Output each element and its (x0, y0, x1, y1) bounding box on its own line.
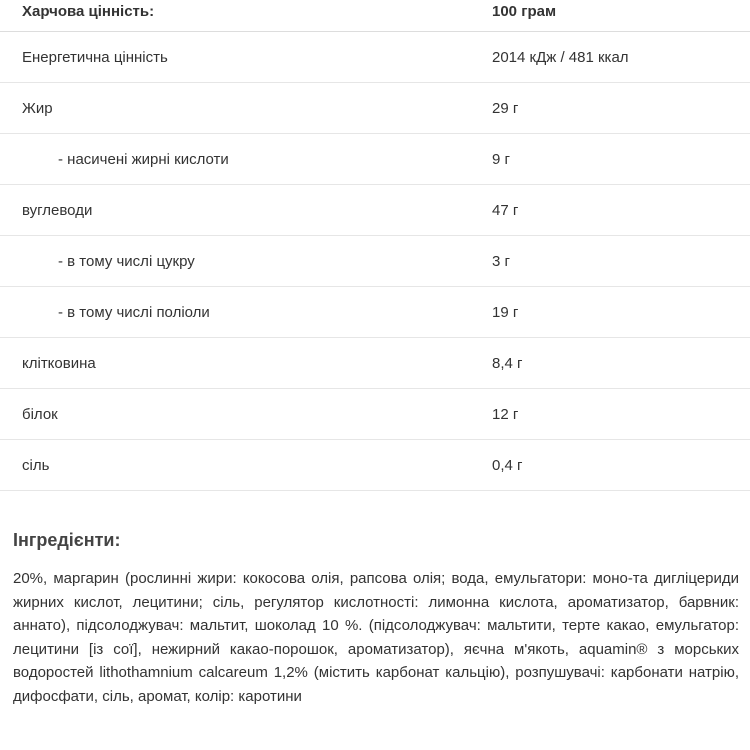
nutrient-value: 9 г (474, 134, 750, 185)
table-row (0, 32, 750, 83)
nutrient-name: білок (0, 389, 474, 440)
nutrient-name: вуглеводи (0, 185, 474, 236)
nutrition-header-value: 100 грам (474, 0, 750, 32)
nutrient-name: - насичені жирні кислоти (0, 134, 474, 185)
nutrient-value: 2014 кДж / 481 ккал (474, 32, 750, 83)
nutrient-value: 29 г (474, 83, 750, 134)
nutrition-header-label: Харчова цінність: (0, 0, 474, 32)
ingredients-title: Інгредієнти: (13, 530, 121, 550)
table-row (0, 440, 750, 491)
nutrient-name: сіль (0, 440, 474, 491)
nutrient-value: 19 г (474, 287, 750, 338)
nutrient-name: Енергетична цінність (0, 32, 474, 83)
nutrient-name: - в тому числі поліоли (0, 287, 474, 338)
table-row (0, 389, 750, 440)
nutrient-value: 8,4 г (474, 338, 750, 389)
table-row (0, 287, 750, 338)
nutrient-value: 0,4 г (474, 440, 750, 491)
nutrient-value: 12 г (474, 389, 750, 440)
nutrient-name: - в тому числі цукру (0, 236, 474, 287)
table-row (0, 185, 750, 236)
nutrient-name: Жир (0, 83, 474, 134)
table-row (0, 236, 750, 287)
nutrient-value: 47 г (474, 185, 750, 236)
table-row (0, 83, 750, 134)
table-row (0, 338, 750, 389)
nutrition-header-row (0, 0, 750, 32)
ingredients-text: 20%, маргарин (рослинні жири: кокосова олія, рапсова олія; вода, емульгатори: моно-та дигліцериди жирних кислот, лецитини; сіль, регулятор кислотності: лимонна кислота, ароматизатор, барвник: аннато), підсолоджувач: мальтит, шоколад 10 %. (підсолоджувач: мальтити, терте какао, емульгатор: лецитини [із сої], нежирний какао-порошок, ароматизатор), яєчна м'якоть, aquamin® з морських водоростей lithothamnium calcareum 1,2% (містить карбонат кальцію), розпушувачі: карбонати натрію, дифосфати, сіль, аромат, колір: каротини (13, 570, 739, 705)
table-row (0, 134, 750, 185)
nutrient-name: клітковина (0, 338, 474, 389)
nutrient-value: 3 г (474, 236, 750, 287)
